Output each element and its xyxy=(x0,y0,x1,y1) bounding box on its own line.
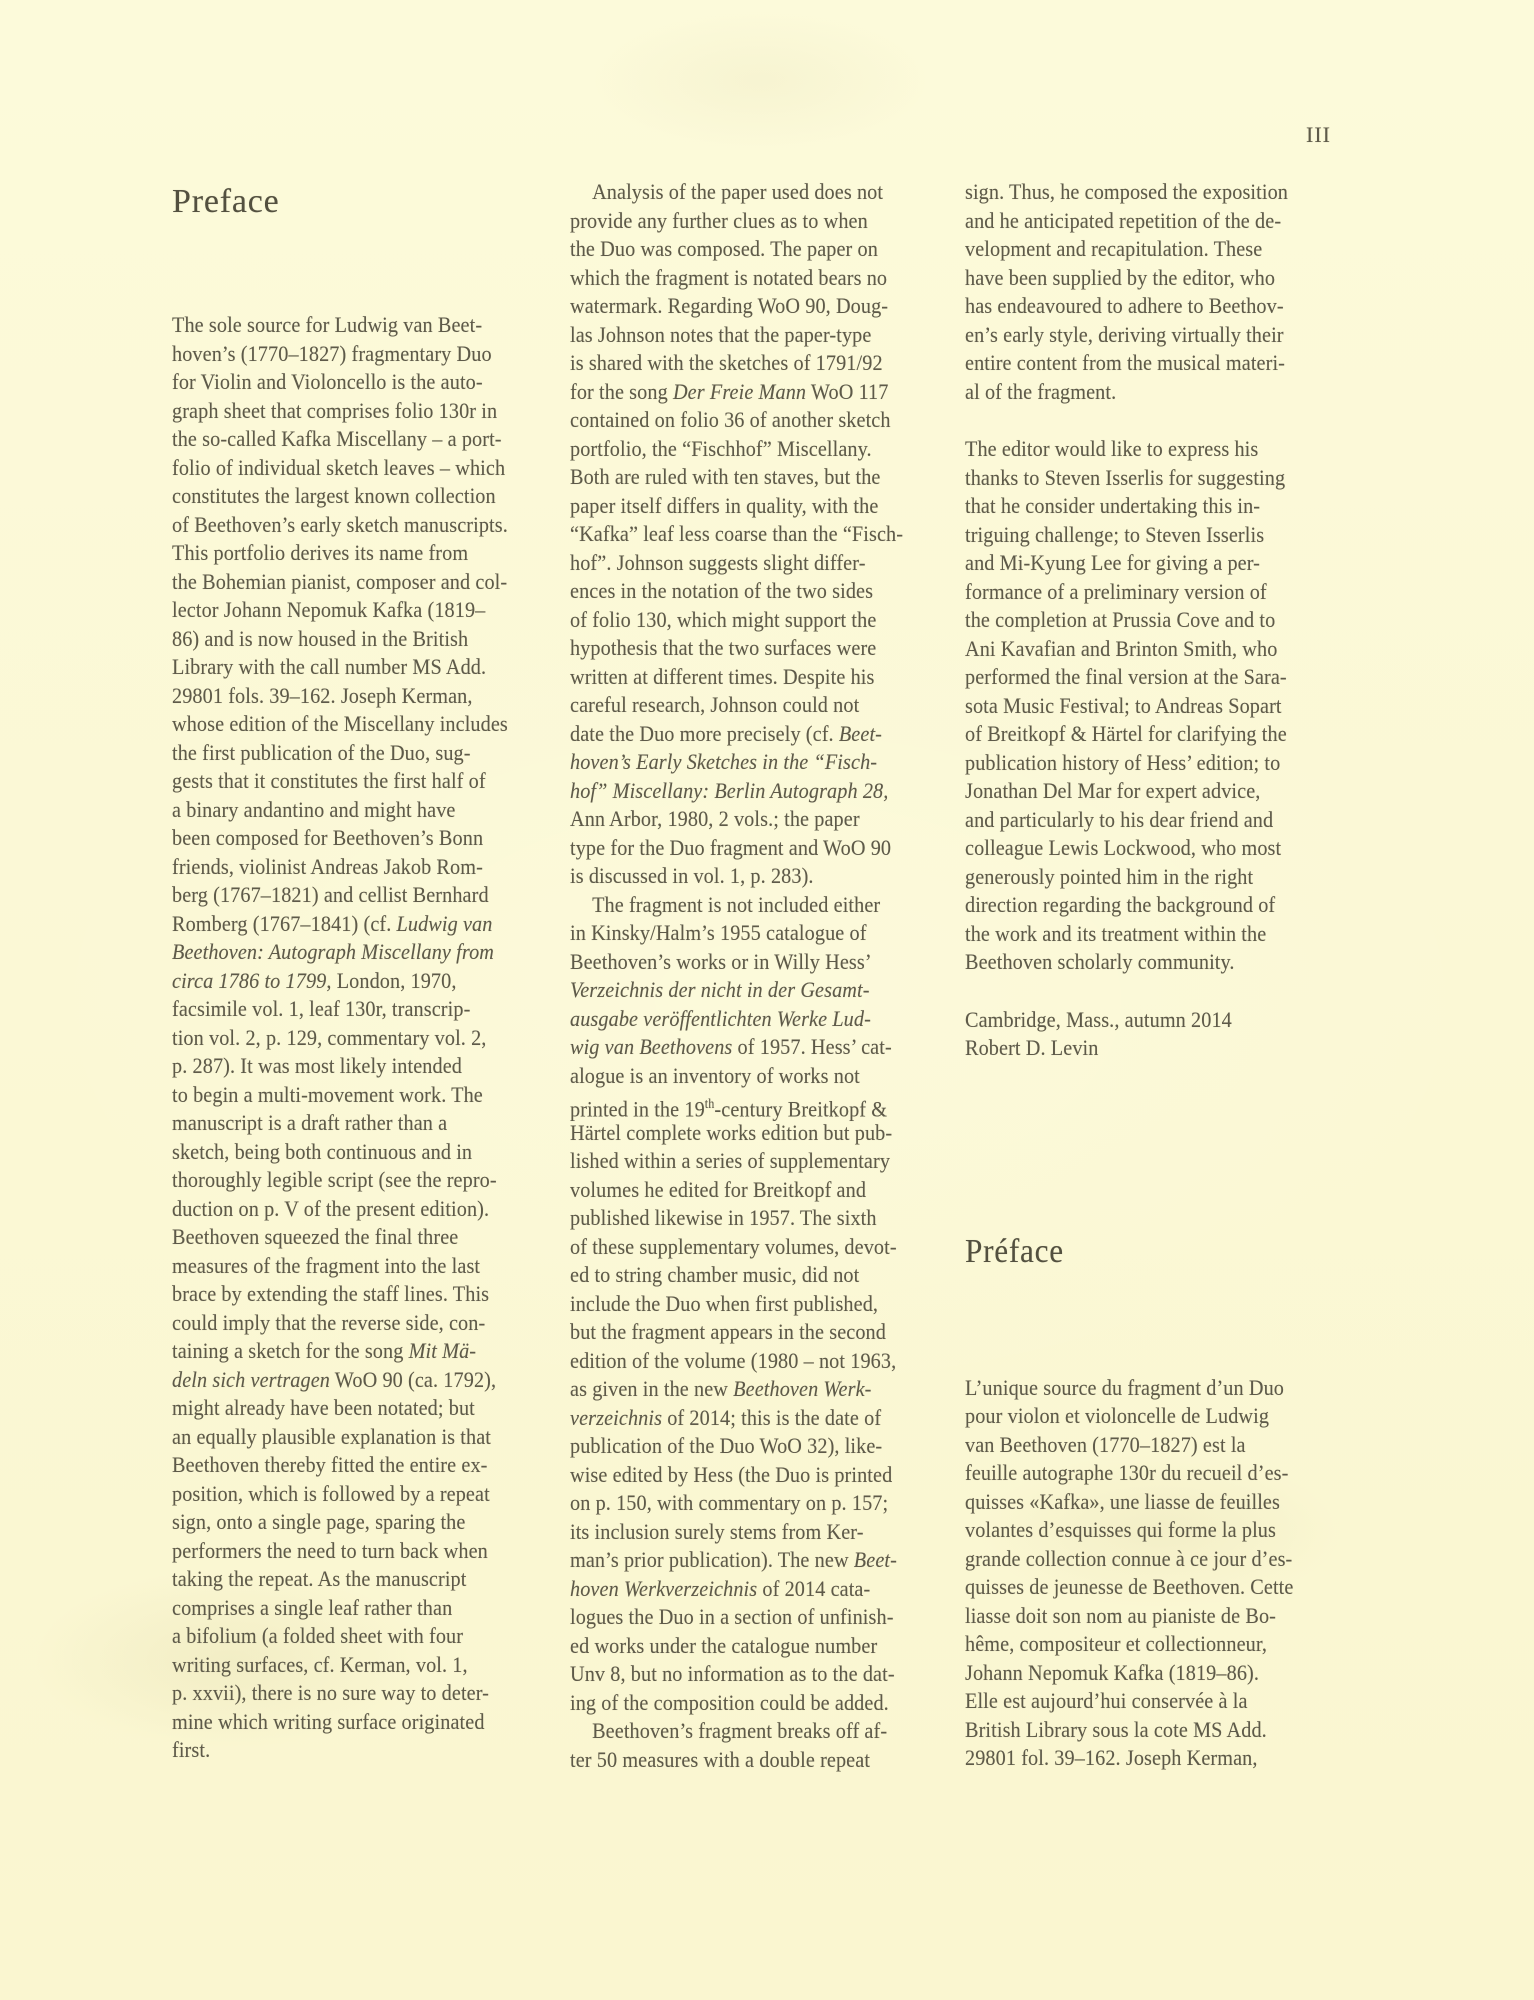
text-line: facsimile vol. 1, leaf 130r, transcrip- xyxy=(172,996,471,1021)
text-line: volumes he edited for Breitkopf and xyxy=(570,1176,867,1202)
text-line: sign. Thus, he composed the exposition xyxy=(965,179,1289,204)
text-line: edition of the volume (1980 – not 1963, xyxy=(570,1347,897,1373)
column-middle xyxy=(570,178,947,1774)
text-line: for Violin and Violoncello is the auto- xyxy=(172,369,483,394)
text-line: deln sich vertragen WoO 90 (ca. 1792), xyxy=(172,1366,497,1392)
text-line: of Beethoven’s early sketch manuscripts. xyxy=(172,511,508,537)
text-line: could imply that the reverse side, con- xyxy=(172,1309,486,1335)
text-line: constitutes the largest known collection xyxy=(172,483,496,508)
page-number: III xyxy=(1306,122,1331,147)
text-line: writing surfaces, cf. Kerman, vol. 1, xyxy=(172,1651,468,1677)
text-line: which the fragment is notated bears no xyxy=(570,264,888,290)
text-line: thoroughly legible script (see the repro- xyxy=(172,1167,497,1192)
text-line: berg (1767–1821) and cellist Bernhard xyxy=(172,882,489,907)
text-line: taking the repeat. As the manuscript xyxy=(172,1566,467,1591)
text-line: ed to string chamber music, did not xyxy=(570,1262,860,1287)
text-line: graph sheet that comprises folio 130r in xyxy=(172,397,498,423)
text-line: Analysis of the paper used does not xyxy=(592,179,884,204)
text-line: The fragment is not included either xyxy=(592,891,881,917)
text-line: lished within a series of supplementary xyxy=(570,1148,891,1173)
text-line: velopment and recapitulation. These xyxy=(965,236,1263,261)
text-line: its inclusion surely stems from Ker- xyxy=(570,1518,864,1544)
text-line: ed works under the catalogue number xyxy=(570,1632,878,1658)
text-line: a binary andantino and might have xyxy=(172,796,456,822)
text-line: hof”. Johnson suggests slight differ- xyxy=(570,549,866,575)
text-line: The editor would like to express his xyxy=(965,436,1259,461)
text-line: Elle est aujourd’hui conservée à la xyxy=(965,1688,1248,1713)
text-line: duction on p. V of the present edition). xyxy=(172,1195,490,1221)
text-line: the first publication of the Duo, sug- xyxy=(172,739,471,765)
text-line: Beethoven: Autograph Miscellany from xyxy=(172,939,495,964)
text-line: printed in the 19th-century Breitkopf & xyxy=(570,1096,888,1122)
text-line: first. xyxy=(172,1737,211,1762)
text-line: performed the final version at the Sara- xyxy=(965,664,1287,689)
text-line: entire content from the musical materi- xyxy=(965,350,1286,375)
text-line: liasse doit son nom au pianiste de Bo- xyxy=(965,1602,1277,1628)
text-line: gests that it constitutes the first half of xyxy=(172,768,486,793)
text-line: careful research, Johnson could not xyxy=(570,692,860,717)
text-line: has endeavoured to adhere to Beethov- xyxy=(965,293,1284,318)
text-line: triguing challenge; to Steven Isserlis xyxy=(965,521,1265,547)
text-line: ausgabe veröffentlichten Werke Lud- xyxy=(570,1005,871,1031)
text-line: is discussed in vol. 1, p. 283). xyxy=(570,863,814,888)
text-line: and he anticipated repetition of the de- xyxy=(965,207,1282,233)
text-line: 29801 fols. 39–162. Joseph Kerman, xyxy=(172,682,473,708)
text-line: the so-called Kafka Miscellany – a port- xyxy=(172,426,502,451)
text-line: tion vol. 2, p. 129, commentary vol. 2, xyxy=(172,1024,487,1050)
text-line: ter 50 measures with a double repeat xyxy=(570,1746,871,1772)
text-line: wise edited by Hess (the Duo is printed xyxy=(570,1461,893,1487)
text-line: circa 1786 to 1799, London, 1970, xyxy=(172,967,457,993)
text-line: type for the Duo fragment and WoO 90 xyxy=(570,834,892,860)
preface-french-heading: Préface xyxy=(965,1232,1064,1270)
text-line: hoven’s (1770–1827) fragmentary Duo xyxy=(172,340,492,366)
text-line: L’unique source du fragment d’un Duo xyxy=(965,1374,1285,1400)
text-line: hoven’s Early Sketches in the “Fisch- xyxy=(570,749,878,774)
text-line: Cambridge, Mass., autumn 2014 xyxy=(965,1006,1232,1032)
text-line: Beethoven squeezed the final three xyxy=(172,1224,459,1249)
text-line: sign, onto a single page, sparing the xyxy=(172,1509,466,1534)
text-line: Beethoven scholarly community. xyxy=(965,949,1235,974)
text-line: ing of the composition could be added. xyxy=(570,1689,889,1715)
text-line: pour violon et violoncelle de Ludwig xyxy=(965,1403,1270,1428)
text-line: en’s early style, deriving virtually their xyxy=(965,321,1284,347)
text-line: Johann Nepomuk Kafka (1819–86). xyxy=(965,1659,1260,1685)
text-line: van Beethoven (1770–1827) est la xyxy=(965,1431,1246,1457)
text-line: the completion at Prussia Cove and to xyxy=(965,607,1276,632)
text-line: the Bohemian pianist, composer and col- xyxy=(172,568,508,594)
text-line: and particularly to his dear friend and xyxy=(965,806,1274,832)
text-line: but the fragment appears in the second xyxy=(570,1319,886,1344)
text-line: hypothesis that the two surfaces were xyxy=(570,635,877,660)
spacer xyxy=(965,1063,1342,1228)
text-line: formance of a preliminary version of xyxy=(965,578,1267,604)
text-line: las Johnson notes that the paper-type xyxy=(570,321,872,347)
text-line: al of the fragment. xyxy=(965,378,1117,404)
text-line: performers the need to turn back when xyxy=(172,1537,488,1563)
text-line: Beethoven’s works or in Willy Hess’ xyxy=(570,948,872,974)
text-line: man’s prior publication). The new Beet- xyxy=(570,1547,897,1572)
text-line: might already have been notated; but xyxy=(172,1395,475,1420)
text-line: paper itself differs in quality, with the xyxy=(570,492,879,518)
text-line: measures of the fragment into the last xyxy=(172,1252,481,1278)
text-line: verzeichnis of 2014; this is the date of xyxy=(570,1404,882,1430)
preface-english-heading: Preface xyxy=(172,183,280,220)
text-line: p. xxvii), there is no sure way to deter- xyxy=(172,1680,489,1705)
paragraph xyxy=(965,178,1342,406)
text-line: publication of the Duo WoO 32), like- xyxy=(570,1433,883,1458)
text-line: that he consider undertaking this in- xyxy=(965,493,1261,518)
text-line: written at different times. Despite his xyxy=(570,663,875,689)
text-line: brace by extending the staff lines. This xyxy=(172,1281,490,1306)
text-line: of Breitkopf & Härtel for clarifying the xyxy=(965,721,1287,746)
text-line: Beethoven thereby fitted the entire ex- xyxy=(172,1452,488,1477)
text-line: Verzeichnis der nicht in der Gesamt- xyxy=(570,977,870,1002)
text-line: folio of individual sketch leaves – which xyxy=(172,454,506,480)
text-line: date the Duo more precisely (cf. Beet- xyxy=(570,720,883,746)
text-line: alogue is an inventory of works not xyxy=(570,1062,860,1088)
text-line: contained on folio 36 of another sketch xyxy=(570,407,891,432)
text-line: hof” Miscellany: Berlin Autograph 28, xyxy=(570,777,889,803)
text-line: is shared with the sketches of 1791/92 xyxy=(570,350,883,375)
paragraph xyxy=(965,1006,1342,1063)
text-line: The sole source for Ludwig van Beet- xyxy=(172,312,483,337)
column-right xyxy=(965,178,1342,1773)
text-line: sota Music Festival; to Andreas Sopart xyxy=(965,692,1282,718)
spacer xyxy=(965,406,1342,435)
text-line: Jonathan Del Mar for expert advice, xyxy=(965,778,1261,803)
text-line: Beethoven’s fragment breaks off af- xyxy=(592,1718,888,1743)
text-line: to begin a multi-movement work. The xyxy=(172,1081,483,1107)
text-line: for the song Der Freie Mann WoO 117 xyxy=(570,378,889,404)
text-line: on p. 150, with commentary on p. 157; xyxy=(570,1490,889,1515)
text-line: an equally plausible explanation is that xyxy=(172,1423,492,1449)
text-line: direction regarding the background of xyxy=(965,892,1276,917)
text-line: lector Johann Nepomuk Kafka (1819– xyxy=(172,597,486,622)
text-line: Ann Arbor, 1980, 2 vols.; the paper xyxy=(570,806,860,831)
text-line: thanks to Steven Isserlis for suggesting xyxy=(965,464,1286,490)
text-line: watermark. Regarding WoO 90, Doug- xyxy=(570,293,889,318)
text-line: Ani Kavafian and Brinton Smith, who xyxy=(965,635,1278,661)
text-line: Library with the call number MS Add. xyxy=(172,654,487,679)
text-line: friends, violinist Andreas Jakob Rom- xyxy=(172,853,483,879)
text-line: wig van Beethovens of 1957. Hess’ cat- xyxy=(570,1034,892,1059)
text-line: “Kafka” leaf less coarse than the “Fisch- xyxy=(570,521,904,546)
text-line: British Library sous la cote MS Add. xyxy=(965,1716,1267,1742)
text-line: have been supplied by the editor, who xyxy=(965,264,1276,290)
text-line: the work and its treatment within the xyxy=(965,920,1267,946)
text-line: logues the Duo in a section of unfinish- xyxy=(570,1604,894,1629)
text-line: p. 287). It was most likely intended xyxy=(172,1053,463,1078)
text-line: as given in the new Beethoven Werk- xyxy=(570,1376,872,1401)
text-line: colleague Lewis Lockwood, who most xyxy=(965,835,1282,860)
text-line: This portfolio derives its name from xyxy=(172,540,469,565)
text-line: include the Duo when first published, xyxy=(570,1290,879,1316)
text-line: of folio 130, which might support the xyxy=(570,606,877,632)
text-line: grande collection connue à ce jour d’es- xyxy=(965,1545,1293,1571)
text-line: Robert D. Levin xyxy=(965,1035,1099,1060)
text-line: a bifolium (a folded sheet with four xyxy=(172,1623,464,1648)
text-line: sketch, being both continuous and in xyxy=(172,1138,473,1164)
text-line: comprises a single leaf rather than xyxy=(172,1594,453,1620)
spacer xyxy=(965,977,1342,1006)
spacer xyxy=(965,1276,1342,1374)
text-line: feuille autographe 130r du recueil d’es- xyxy=(965,1460,1289,1485)
text-line: Unv 8, but no information as to the dat- xyxy=(570,1661,895,1686)
text-line: taining a sketch for the song Mit Mä- xyxy=(172,1338,477,1363)
text-line: provide any further clues as to when xyxy=(570,207,868,233)
text-line: been composed for Beethoven’s Bonn xyxy=(172,825,484,850)
text-line: published likewise in 1957. The sixth xyxy=(570,1205,877,1230)
text-line: manuscript is a draft rather than a xyxy=(172,1110,448,1135)
text-line: position, which is followed by a repeat xyxy=(172,1480,490,1506)
text-line: quisses «Kafka», une liasse de feuilles xyxy=(965,1488,1280,1514)
text-line: the Duo was composed. The paper on xyxy=(570,236,878,261)
text-line: volantes d’esquisses qui forme la plus xyxy=(965,1517,1276,1542)
text-line: Härtel complete works edition but pub- xyxy=(570,1119,893,1145)
text-line: publication history of Hess’ edition; to xyxy=(965,749,1281,775)
text-line: Romberg (1767–1841) (cf. Ludwig van xyxy=(172,910,493,936)
text-line: mine which writing surface originated xyxy=(172,1708,485,1734)
text-line: 29801 fol. 39–162. Joseph Kerman, xyxy=(965,1745,1258,1770)
text-line: hême, compositeur et collectionneur, xyxy=(965,1631,1268,1656)
paragraph xyxy=(965,435,1342,977)
text-line: portfolio, the “Fischhof” Miscellany. xyxy=(570,435,872,461)
text-line: hoven Werkverzeichnis of 2014 cata- xyxy=(570,1575,871,1601)
column-left xyxy=(172,311,540,1765)
text-line: whose edition of the Miscellany includes xyxy=(172,711,508,736)
text-line: Both are ruled with ten staves, but the xyxy=(570,464,881,489)
text-line: quisses de jeunesse de Beethoven. Cette xyxy=(965,1574,1294,1599)
text-line: ences in the notation of the two sides xyxy=(570,578,874,603)
text-line: of these supplementary volumes, devot- xyxy=(570,1233,897,1259)
paragraph xyxy=(965,1374,1342,1773)
text-line: generously pointed him in the right xyxy=(965,863,1254,889)
text-line: and Mi-Kyung Lee for giving a per- xyxy=(965,550,1260,575)
text-line: in Kinsky/Halm’s 1955 catalogue of xyxy=(570,920,867,945)
text-line: 86) and is now housed in the British xyxy=(172,625,469,651)
